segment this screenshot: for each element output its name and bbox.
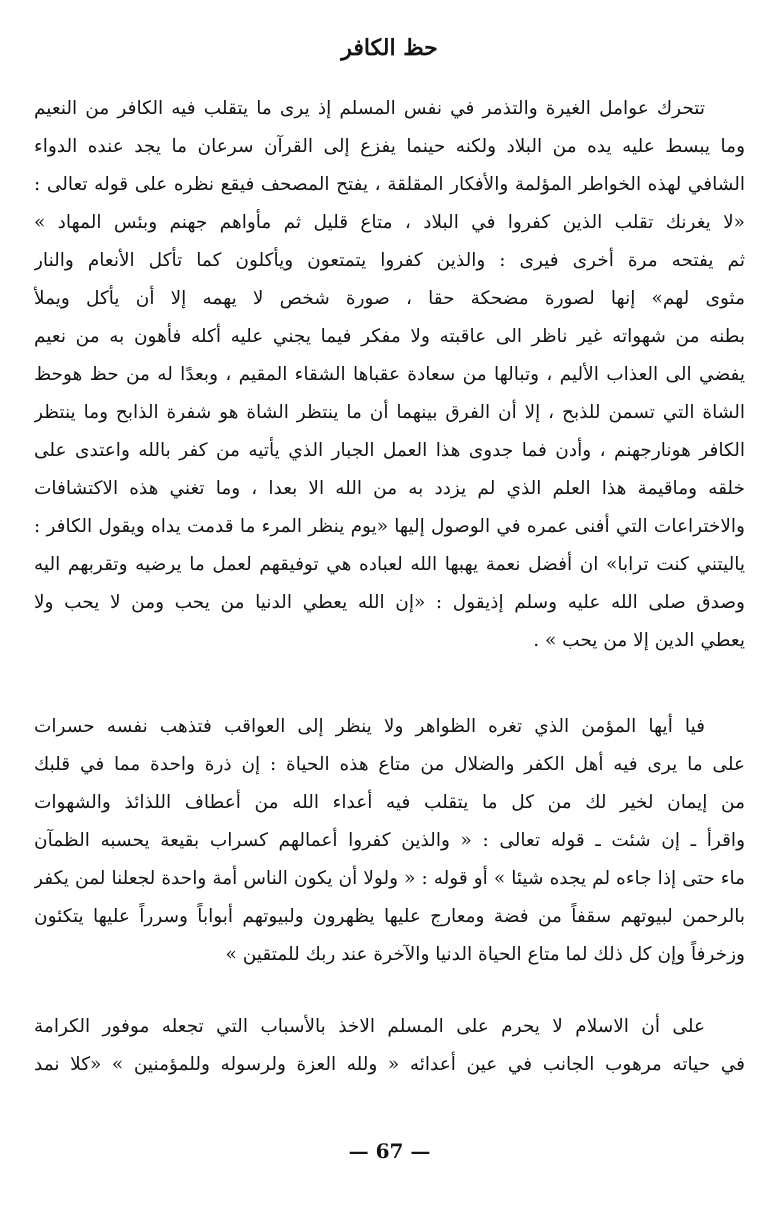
text-line: وزخرفاً وإن كل ذلك لما متاع الحياة الدنيا والآخرة عند ربك للمتقين » xyxy=(225,944,745,965)
text-line: ياليتني كنت ترابا» ان أفضل نعمة يهبها الله لعباده هي توفيقهم لعمل ما يرضيه وتقربهم اليه xyxy=(34,554,745,575)
text-line: تتحرك عوامل الغيرة والتذمر في نفس المسلم إذ يرى ما يتقلب فيه الكافر من النعيم xyxy=(34,98,705,119)
text-line: وصدق صلى الله عليه وسلم إذيقول : «إن الله يعطي الدنيا من يحب ومن لا يحب ولا xyxy=(34,592,745,613)
text-line: مثوى لهم» إنها لصورة مضحكة حقا ، صورة شخص لا يهمه إلا أن يأكل ويملأ xyxy=(34,288,745,309)
text-line: ماء حتى إذا جاءه لم يجده شيئا » أو قوله : « ولولا أن يكون الناس أمة واحدة لجعلنا لمن يكفر xyxy=(34,868,745,889)
text-line: والاختراعات التي أفنى عمره في الوصول إليها «يوم ينظر المرء ما قدمت يداه ويقول الكافر : xyxy=(34,516,745,537)
text-line: الشاة التي تسمن للذبح ، إلا أن الفرق بينهما أن ما ينتظر الشاة هو شفرة الذابح وما ينتظر xyxy=(34,402,745,423)
text-line: على أن الاسلام لا يحرم على المسلم الاخذ بالأسباب التي تجعله موفور الكرامة xyxy=(34,1016,705,1037)
text-line: بطنه من شهواته غير ناظر الى عاقبته ولا مفكر فيما يجني عليه أكله فأهون به من نعيم xyxy=(34,326,745,347)
text-line: ثم يفتحه مرة أخرى فيرى : والذين كفروا يتمتعون ويأكلون كما تأكل الأنعام والنار xyxy=(34,250,745,271)
paragraph-2 xyxy=(34,708,745,974)
text-line: في حياته مرهوب الجانب في عين أعدائه « ولله العزة ولرسوله وللمؤمنين » «كلا نمد xyxy=(34,1054,745,1075)
text-line: بالرحمن لبيوتهم سقفاً من فضة ومعارج عليها يظهرون ولبيوتهم أبواباً وسرراً عليها يتكئون xyxy=(34,906,745,927)
text-line: يفضي الى العذاب الأليم ، وتبالها من سعادة عقباها الشقاء المقيم ، وبعدًا له من حظ هوحظ xyxy=(34,364,745,385)
text-line: على ما يرى فيه أهل الكفر والضلال من متاع هذه الحياة : إن ذرة واحدة مما في قلبك xyxy=(34,754,745,775)
text-line: من إيمان لخير لك من كل ما يتقلب فيه أعداء الله من أعطاف اللذائذ والشهوات xyxy=(34,792,745,813)
page-number: — 67 — xyxy=(348,1139,431,1163)
text-line: يعطي الدين إلا من يحب » . xyxy=(533,630,745,651)
text-line: فيا أيها المؤمن الذي تغره الظواهر ولا ينظر إلى العواقب فتذهب نفسه حسرات xyxy=(34,716,705,737)
text-line: وما يبسط عليه يده من البلاد ولكنه حينما يفزع إلى القرآن سرعان ما يجد عنده الدواء xyxy=(34,136,745,157)
text-line: خلقه وماقيمة هذا العلم الذي لم يزدد به من الله الا بعدا ، وما تغني هذه الاكتشافات xyxy=(34,478,745,499)
paragraph-1 xyxy=(34,90,745,660)
text-line: الشافي لهذه الخواطر المؤلمة والأفكار المقلقة ، يفتح المصحف فيقع نظره على قوله تعالى : xyxy=(34,174,745,195)
paragraph-3 xyxy=(34,1008,745,1084)
text-line: «لا يغرنك تقلب الذين كفروا في البلاد ، متاع قليل ثم مأواهم جهنم وبئس المهاد » xyxy=(34,212,745,233)
page-title: حظ الكافر xyxy=(341,35,438,61)
text-line: واقرأ ـ إن شئت ـ قوله تعالى : « والذين كفروا أعمالهم كسراب بقيعة يحسبه الظمآن xyxy=(34,830,745,851)
text-line: الكافر هونارجهنم ، وأدن فما جدوى هذا العمل الجبار الذي يأتيه من كفر بالله واعتدى على xyxy=(34,440,745,461)
